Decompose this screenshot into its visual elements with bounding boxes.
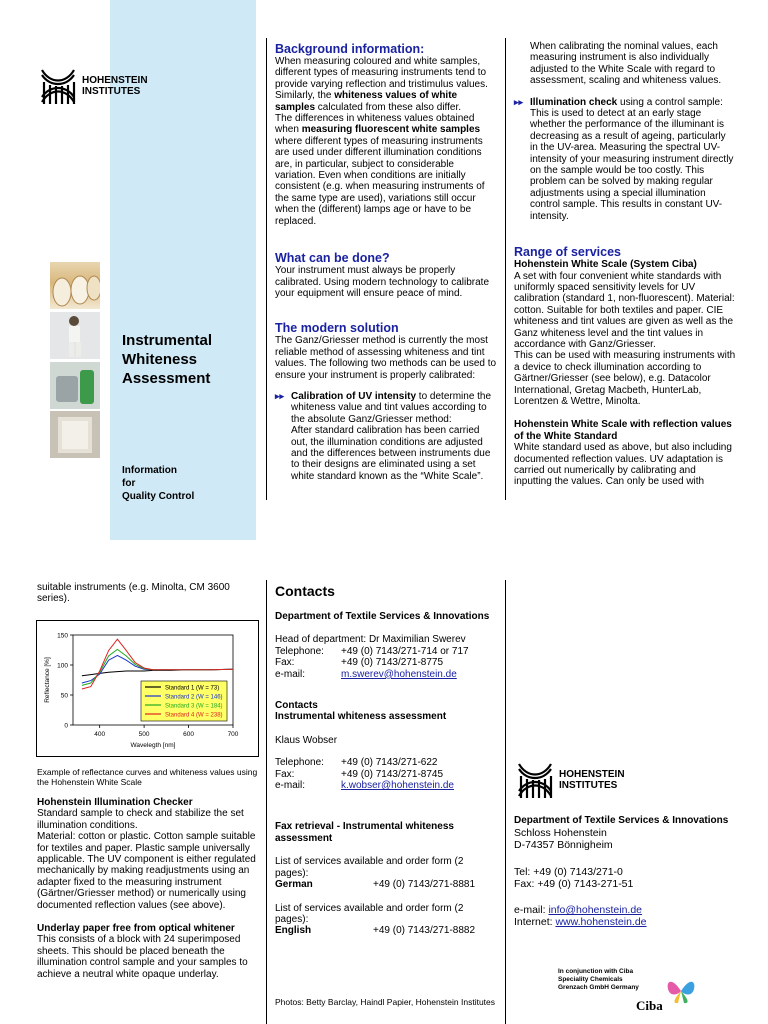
logo-line-1: HOHENSTEIN	[559, 769, 625, 780]
calibration-continued: When calibrating the nominal values, each measuring instrument is also individually adjusted to the White Scale with regard to assessment, scaling and whiteness values.	[530, 41, 722, 87]
photo-kettle	[50, 362, 100, 409]
divider-2	[505, 38, 506, 500]
x-tick-label: 600	[183, 731, 194, 738]
bottom-left-continued	[37, 582, 259, 605]
underlay-title: Underlay paper free from optical whitener	[37, 923, 235, 935]
y-axis-label: Reflectance [%]	[44, 657, 51, 703]
contact-name: Klaus Wobser	[275, 734, 338, 746]
cover-title-line: Instrumental	[122, 332, 213, 349]
bottom-left-text	[37, 797, 262, 980]
cover-title	[122, 331, 252, 388]
x-tick-label: 400	[94, 731, 106, 738]
white-scale-title: Hohenstein White Scale (System Ciba)	[514, 259, 697, 271]
fax-retrieval-title: Fax retrieval - Instrumental whiteness assessment	[275, 821, 454, 844]
contacts-email: e-mail: m.swerev@hohenstein.de	[275, 668, 457, 680]
bullet-uv-calibration: ▸▸ Calibration of UV intensity to determine the whiteness value and tint values according to the absolute Ganz/Griesser method: After standard calibration has been carried out, the illumination conditions are adjusted and the differences between instruments due to their designs are eliminated using a set white standard known as the “White Scale”.	[275, 390, 492, 482]
modern-heading: The modern solution	[275, 321, 399, 336]
column-background	[275, 42, 497, 482]
contacts-heading: Contacts	[275, 583, 335, 599]
fax-german: German +49 (0) 7143/271-8881	[275, 879, 476, 891]
cover-subtitle-line: Information	[122, 465, 177, 476]
address-dept: Department of Textile Services & Innovations	[514, 815, 729, 826]
bullet-illumination-check: ▸▸ Illumination check using a control sample: This is used to detect at an early stage whether the performance of the illuminant is decreasing as a result of ageing, particularly in the UV-area. Measuring the spectral UV-intensity of your measuring instrument directly on the sample would be too costly. This problem can be solved by making regular adjustments using a special illumination control sample. This results in constant UV-intensity.	[514, 96, 734, 222]
legend-label: Standard 1 (W = 73)	[165, 685, 220, 692]
fax-english: English +49 (0) 7143/271-8882	[275, 925, 476, 937]
contacts-column	[275, 583, 497, 937]
y-tick-label: 0	[64, 722, 68, 730]
illumination-checker-text-2: Material: cotton or plastic. Cotton sample suitable for textiles and paper. Plastic sample universally applicable. The UV component is either regulated mechanically by making readjustments using an adapter fixed to the measuring instrument (Gärtner/Griesser method) or numerically using documented reflection values (see above).	[37, 831, 256, 911]
contacts-fax: Fax: +49 (0) 7143/271-8775	[275, 657, 444, 669]
email-link-wobser[interactable]: k.wobser@hohenstein.de	[341, 780, 454, 792]
hohenstein-logo	[40, 68, 148, 104]
reflectance-chart	[36, 620, 259, 757]
modern-text: The Ganz/Griesser method is currently the most reliable method of assessing whiteness and tint values. The following two methods can be used to ensure your instrument is properly calibrated:	[275, 335, 497, 381]
contact-telephone: Telephone: +49 (0) 7143/271-622	[275, 757, 438, 769]
contacts-telephone: Telephone: +49 (0) 7143/271-714 or 717	[275, 645, 469, 657]
underlay-text: This consists of a block with 24 superimposed sheets. This should be placed beneath the illumination control sample and your samples to achieve a neutral white opaque underlay.	[37, 934, 248, 980]
photo-paper-rolls	[50, 262, 100, 309]
illumination-checker-title: Hohenstein Illumination Checker	[37, 797, 193, 808]
background-heading: Background information:	[275, 42, 425, 56]
illumination-checker-text: Standard sample to check and stabilize the set illumination conditions.	[37, 808, 244, 831]
email-link-info[interactable]: info@hohenstein.de	[548, 904, 642, 917]
white-scale-text-2: This can be used with measuring instruments with a device to check illumination according to Gärtner/Griesser (see below), e.g. Datacolor International, Gretag Macbeth, HunterLab, Lorentzen & Wettre, Minolta.	[514, 350, 736, 407]
ciba-note	[558, 968, 668, 992]
contacts-subheading-2: Instrumental whiteness assessment	[275, 711, 447, 723]
logo-line-2: INSTITUTES	[82, 86, 141, 97]
y-tick-label: 150	[57, 632, 68, 640]
chart-caption: Example of reflectance curves and whiteness values using the Hohenstein White Scale	[37, 767, 258, 787]
divider-4	[505, 580, 506, 1024]
fax-list-2: List of services available and order form (2 pages):	[275, 902, 464, 925]
ciba-note-line: Speciality Chemicals	[558, 976, 623, 983]
background-p1: When measuring coloured and white samples, different types of measuring instruments tend to provide varying reflection and tristimulus values. Similarly, the whiteness values of white samples calculated from these also differ.	[275, 56, 488, 113]
x-axis-label: Wavelegth [nm]	[130, 742, 176, 749]
logo-line-2: INSTITUTES	[559, 780, 618, 791]
address-block	[514, 815, 736, 928]
hohenstein-mark-icon	[40, 68, 76, 104]
contacts-head: Head of department: Dr Maximilian Swerev	[275, 634, 466, 646]
reflectance-chart-svg	[37, 621, 258, 756]
y-tick-label: 50	[60, 692, 68, 700]
cover-title-line: Assessment	[122, 370, 211, 387]
white-scale-text: A set with four convenient white standards with uniformly spaced sensitivity levels for UV calibration (standard 1, non-fluorescent). Material: cotton. Suitable for both textiles and paper. CIE whiteness and tint values are given as well as the Ganz whiteness level and the tint values in accordance with Ganz/Griesser.	[514, 270, 735, 350]
contact-email: e-mail: k.wobser@hohenstein.de	[275, 780, 454, 792]
cover-title-line: Whiteness	[122, 351, 198, 368]
fax-list-1: List of services available and order form (2 pages):	[275, 856, 464, 879]
ciba-note-line: In conjunction with Ciba	[558, 968, 634, 975]
x-tick-label: 700	[227, 731, 239, 738]
cover-subtitle-line: for	[122, 478, 136, 489]
divider-3	[266, 580, 267, 1024]
address-web: Internet: www.hohenstein.de	[514, 916, 647, 929]
address-email: e-mail: info@hohenstein.de	[514, 904, 642, 917]
legend-label: Standard 3 (W = 184)	[165, 703, 223, 710]
email-link-swerev[interactable]: m.swerev@hohenstein.de	[341, 668, 457, 680]
ciba-butterfly-icon	[664, 975, 698, 1005]
column-services	[514, 41, 736, 488]
ciba-logo-text: Ciba	[636, 998, 663, 1013]
white-scale-reflection-title: Hohenstein White Scale with reflection values of the White Standard	[514, 419, 732, 442]
address-tel: Tel: +49 (0) 7143/271-0	[514, 865, 623, 878]
logo-line-1: HOHENSTEIN	[82, 75, 148, 86]
legend-label: Standard 2 (W = 146)	[165, 694, 223, 701]
ciba-note-line: Grenzach GmbH Germany	[558, 984, 639, 991]
what-text: Your instrument must always be properly calibrated. Using modern technology to calibrate your equipment will ensure peace of mind.	[275, 265, 490, 299]
address-fax: Fax: +49 (0) 7143-271-51	[514, 877, 634, 890]
address-line-2: D-74357 Bönnigheim	[514, 839, 613, 852]
x-tick-label: 500	[138, 731, 150, 738]
bullet-arrow-icon: ▸▸	[275, 390, 285, 401]
what-heading: What can be done?	[275, 251, 390, 266]
background-p2: The differences in whiteness values obtained when measuring fluorescent white samples where different types of measuring instruments are used under different illumination conditions are, in particular, subject to considerable variation. Even when conditions are initially consistent (e.g. when measuring instruments of the same type are used), variations still occur when the (different) lamps age or have to be replaced.	[275, 113, 485, 227]
series-line-3	[82, 649, 233, 685]
cover-subtitle-line: Quality Control	[122, 491, 195, 502]
contact-fax: Fax: +49 (0) 7143/271-8745	[275, 768, 444, 780]
photo-credits: Photos: Betty Barclay, Haindl Papier, Hohenstein Institutes	[275, 997, 496, 1007]
website-link[interactable]: www.hohenstein.de	[555, 916, 647, 929]
photo-woman	[50, 312, 100, 359]
hohenstein-logo-bottom	[517, 762, 625, 798]
instruments-continued: suitable instruments (e.g. Minolta, CM 3600 series).	[37, 582, 230, 605]
range-heading: Range of services	[514, 245, 621, 260]
white-scale-reflection-text: White standard used as above, but also including documented reflection values. UV adaptation is carried out numerically by calibrating and inputting the values. Can only be used with	[514, 442, 732, 488]
address-line-1: Schloss Hohenstein	[514, 827, 607, 840]
y-tick-label: 100	[57, 662, 68, 670]
divider-1	[266, 38, 267, 500]
bullet-arrow-icon: ▸▸	[514, 96, 524, 107]
contacts-heading-2: Contacts	[275, 700, 318, 712]
legend-label: Standard 4 (W = 238)	[165, 712, 223, 719]
cover-subtitle	[122, 464, 252, 503]
hohenstein-mark-icon	[517, 762, 553, 798]
contacts-dept: Department of Textile Services & Innovations	[275, 611, 490, 622]
photo-fabric	[50, 411, 100, 458]
